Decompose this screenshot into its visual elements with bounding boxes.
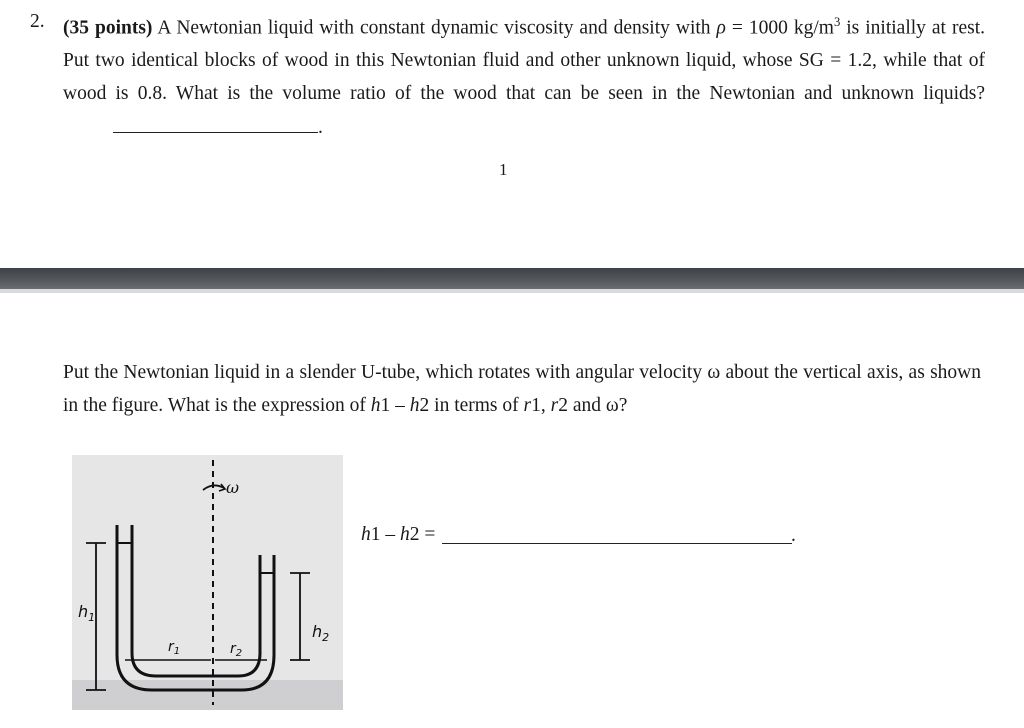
figure-bottom-shade <box>72 680 343 710</box>
answer-period: . <box>791 525 796 546</box>
h1-label: $h_1$ <box>78 602 96 624</box>
answer-blank-2[interactable] <box>442 543 792 544</box>
page-number: 1 <box>499 160 508 179</box>
question-text: (35 points) A Newtonian liquid with constant dynamic viscosity and density with ρ = 1000 $kg/m^3$ is initially at rest. Put two identical blocks of wood in this Newtonian fluid and other unknown liquid, whose SG = 1.2, while that of wood is 0.8. What is the volume ratio of the wood that can be seen in the Newtonian and unknown liquids?. <box>63 15 985 138</box>
h2-label: $h_2$ <box>312 622 330 644</box>
omega-label: ω <box>226 478 240 497</box>
r2-label: $r_2$ <box>230 641 243 659</box>
question-points: (35 points) <box>63 17 153 39</box>
rho-symbol: ρ <box>716 17 726 39</box>
answer-blank-1[interactable] <box>113 110 318 133</box>
figure-background <box>72 455 343 710</box>
answer-label: h1 – h2 = <box>361 524 436 545</box>
page-divider <box>0 268 1024 289</box>
part2-text: Put the Newtonian liquid in a slender U-tube, which rotates with angular velocity ω about the vertical axis, as shown in the figure. What is the expression of h1 – h2 in terms of r1, r2 and ω? <box>63 362 981 416</box>
u-tube-figure <box>72 455 343 710</box>
r1-label: $r_1$ <box>168 639 181 657</box>
question-number: 2. <box>30 11 45 32</box>
page-divider-shadow <box>0 289 1024 293</box>
question-block <box>30 6 985 145</box>
